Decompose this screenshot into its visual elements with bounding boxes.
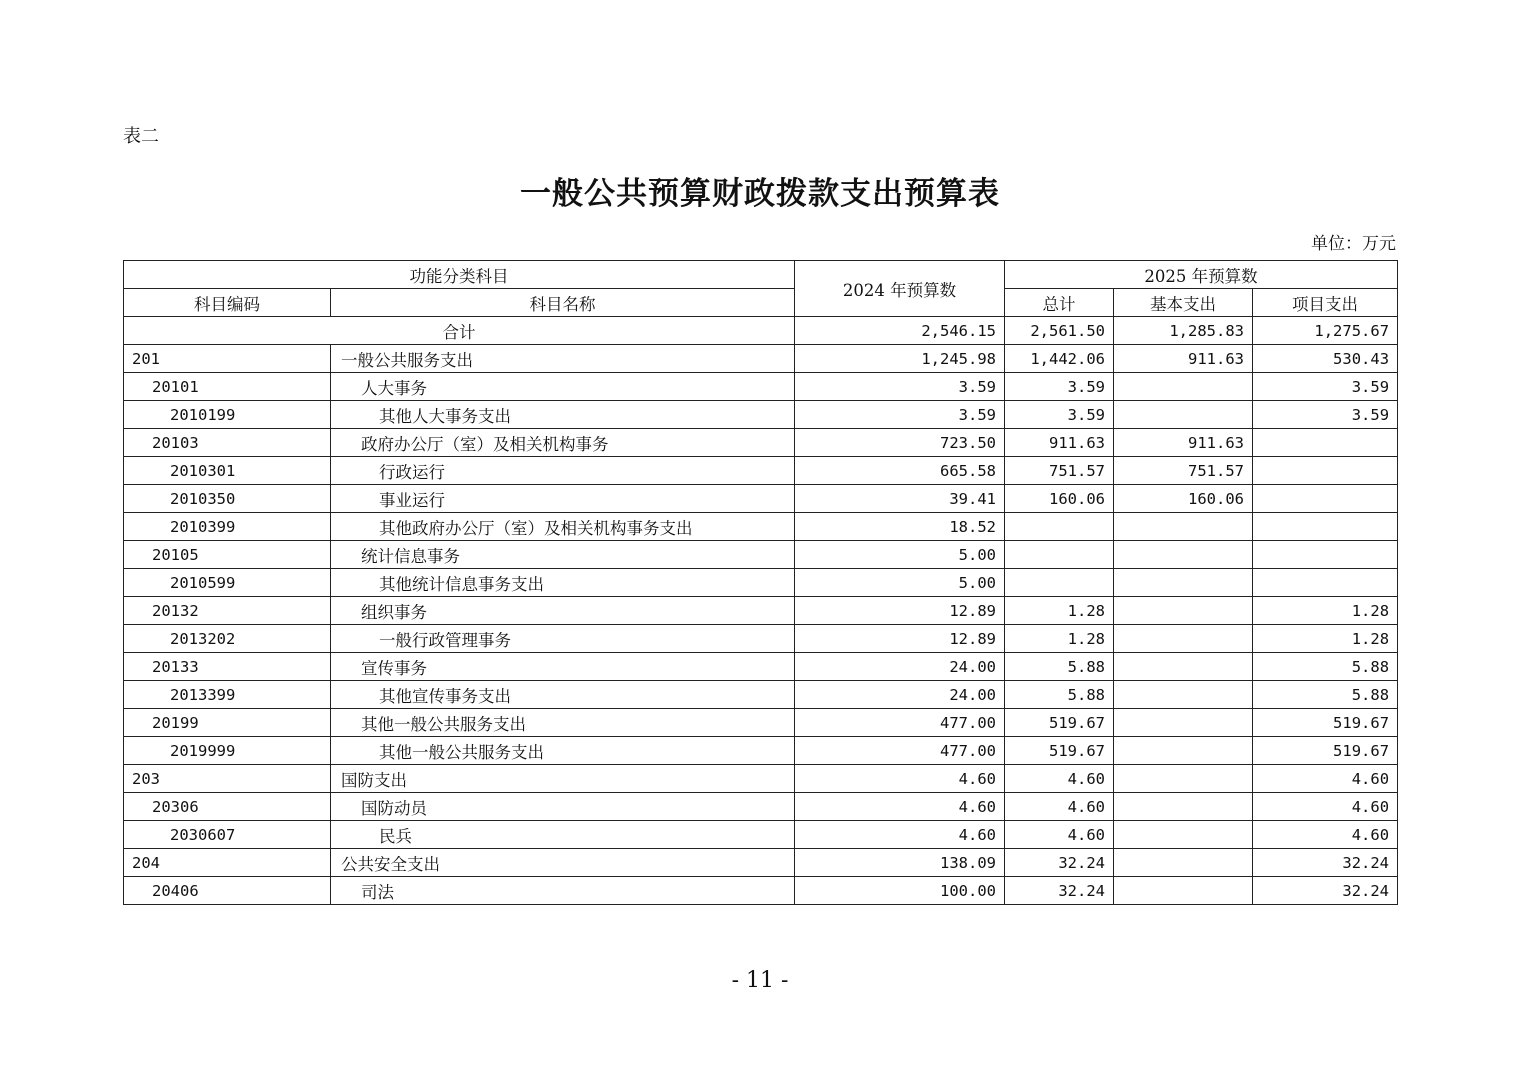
total-b2024: 2,546.15 bbox=[795, 317, 1005, 345]
row-code: 2030607 bbox=[124, 821, 331, 849]
row-b2024: 24.00 bbox=[795, 653, 1005, 681]
row-total: 5.88 bbox=[1005, 653, 1114, 681]
row-code: 2013399 bbox=[124, 681, 331, 709]
row-code: 204 bbox=[124, 849, 331, 877]
page-title: 一般公共预算财政拨款支出预算表 bbox=[520, 176, 1000, 212]
page-number: - 11 - bbox=[731, 968, 789, 993]
row-total: 3.59 bbox=[1005, 401, 1114, 429]
row-code: 2010199 bbox=[124, 401, 331, 429]
row-code: 20101 bbox=[124, 373, 331, 401]
row-name: 组织事务 bbox=[331, 597, 795, 625]
table-row bbox=[124, 681, 1398, 709]
row-name: 其他一般公共服务支出 bbox=[331, 709, 795, 737]
header-budget-2025: 2025 年预算数 bbox=[1005, 261, 1398, 289]
row-total: 1.28 bbox=[1005, 597, 1114, 625]
table-row bbox=[124, 457, 1398, 485]
row-name: 其他统计信息事务支出 bbox=[331, 569, 795, 597]
table-row bbox=[124, 625, 1398, 653]
table-row bbox=[124, 737, 1398, 765]
row-total: 32.24 bbox=[1005, 849, 1114, 877]
row-name: 一般行政管理事务 bbox=[331, 625, 795, 653]
row-b2024: 477.00 bbox=[795, 709, 1005, 737]
row-name: 事业运行 bbox=[331, 485, 795, 513]
row-total bbox=[1005, 569, 1114, 597]
table-row bbox=[124, 849, 1398, 877]
row-total: 1,442.06 bbox=[1005, 345, 1114, 373]
table-row bbox=[124, 373, 1398, 401]
row-name: 民兵 bbox=[331, 821, 795, 849]
row-total: 911.63 bbox=[1005, 429, 1114, 457]
row-total: 3.59 bbox=[1005, 373, 1114, 401]
row-project: 5.88 bbox=[1253, 681, 1398, 709]
table-row bbox=[124, 653, 1398, 681]
row-b2024: 5.00 bbox=[795, 569, 1005, 597]
row-b2024: 3.59 bbox=[795, 401, 1005, 429]
row-basic: 911.63 bbox=[1114, 345, 1253, 373]
row-code: 2010399 bbox=[124, 513, 331, 541]
row-total: 1.28 bbox=[1005, 625, 1114, 653]
row-project: 32.24 bbox=[1253, 877, 1398, 905]
row-name: 宣传事务 bbox=[331, 653, 795, 681]
row-basic bbox=[1114, 597, 1253, 625]
total-row bbox=[124, 317, 1398, 345]
row-name: 其他一般公共服务支出 bbox=[331, 737, 795, 765]
row-code: 2010599 bbox=[124, 569, 331, 597]
row-project: 3.59 bbox=[1253, 401, 1398, 429]
row-total: 160.06 bbox=[1005, 485, 1114, 513]
total-total: 2,561.50 bbox=[1005, 317, 1114, 345]
row-code: 2010350 bbox=[124, 485, 331, 513]
row-b2024: 723.50 bbox=[795, 429, 1005, 457]
row-total: 5.88 bbox=[1005, 681, 1114, 709]
row-name: 国防动员 bbox=[331, 793, 795, 821]
row-basic bbox=[1114, 877, 1253, 905]
row-basic: 160.06 bbox=[1114, 485, 1253, 513]
row-basic bbox=[1114, 765, 1253, 793]
row-b2024: 4.60 bbox=[795, 821, 1005, 849]
total-basic: 1,285.83 bbox=[1114, 317, 1253, 345]
row-b2024: 5.00 bbox=[795, 541, 1005, 569]
table-row bbox=[124, 401, 1398, 429]
row-project: 4.60 bbox=[1253, 821, 1398, 849]
row-b2024: 4.60 bbox=[795, 793, 1005, 821]
row-code: 201 bbox=[124, 345, 331, 373]
row-total bbox=[1005, 541, 1114, 569]
table-row bbox=[124, 765, 1398, 793]
row-total: 4.60 bbox=[1005, 821, 1114, 849]
row-project bbox=[1253, 429, 1398, 457]
row-b2024: 12.89 bbox=[795, 597, 1005, 625]
header-total: 总计 bbox=[1005, 289, 1114, 317]
header-project: 项目支出 bbox=[1253, 289, 1398, 317]
table-row bbox=[124, 541, 1398, 569]
row-b2024: 1,245.98 bbox=[795, 345, 1005, 373]
row-name: 一般公共服务支出 bbox=[331, 345, 795, 373]
row-name: 人大事务 bbox=[331, 373, 795, 401]
total-project: 1,275.67 bbox=[1253, 317, 1398, 345]
row-code: 20199 bbox=[124, 709, 331, 737]
row-code: 2019999 bbox=[124, 737, 331, 765]
row-name: 其他政府办公厅（室）及相关机构事务支出 bbox=[331, 513, 795, 541]
row-project bbox=[1253, 569, 1398, 597]
row-total: 519.67 bbox=[1005, 737, 1114, 765]
row-basic bbox=[1114, 541, 1253, 569]
row-project bbox=[1253, 541, 1398, 569]
row-code: 20132 bbox=[124, 597, 331, 625]
row-basic: 751.57 bbox=[1114, 457, 1253, 485]
row-code: 20133 bbox=[124, 653, 331, 681]
row-project: 5.88 bbox=[1253, 653, 1398, 681]
row-basic bbox=[1114, 653, 1253, 681]
row-code: 20105 bbox=[124, 541, 331, 569]
row-basic bbox=[1114, 401, 1253, 429]
table-row bbox=[124, 821, 1398, 849]
row-total bbox=[1005, 513, 1114, 541]
row-b2024: 665.58 bbox=[795, 457, 1005, 485]
row-name: 政府办公厅（室）及相关机构事务 bbox=[331, 429, 795, 457]
row-b2024: 477.00 bbox=[795, 737, 1005, 765]
row-project: 530.43 bbox=[1253, 345, 1398, 373]
row-b2024: 24.00 bbox=[795, 681, 1005, 709]
row-code: 20406 bbox=[124, 877, 331, 905]
table-row bbox=[124, 597, 1398, 625]
row-basic bbox=[1114, 513, 1253, 541]
row-total: 519.67 bbox=[1005, 709, 1114, 737]
row-code: 2013202 bbox=[124, 625, 331, 653]
row-basic bbox=[1114, 625, 1253, 653]
row-name: 行政运行 bbox=[331, 457, 795, 485]
row-project: 32.24 bbox=[1253, 849, 1398, 877]
row-total: 751.57 bbox=[1005, 457, 1114, 485]
row-project bbox=[1253, 513, 1398, 541]
row-project: 4.60 bbox=[1253, 793, 1398, 821]
row-code: 20306 bbox=[124, 793, 331, 821]
header-name: 科目名称 bbox=[331, 289, 795, 317]
row-project: 1.28 bbox=[1253, 625, 1398, 653]
table-row bbox=[124, 513, 1398, 541]
row-b2024: 138.09 bbox=[795, 849, 1005, 877]
row-code: 2010301 bbox=[124, 457, 331, 485]
row-basic bbox=[1114, 709, 1253, 737]
row-code: 20103 bbox=[124, 429, 331, 457]
row-basic: 911.63 bbox=[1114, 429, 1253, 457]
row-project bbox=[1253, 485, 1398, 513]
row-name: 其他人大事务支出 bbox=[331, 401, 795, 429]
table-row bbox=[124, 485, 1398, 513]
row-b2024: 100.00 bbox=[795, 877, 1005, 905]
row-basic bbox=[1114, 793, 1253, 821]
row-b2024: 39.41 bbox=[795, 485, 1005, 513]
row-project bbox=[1253, 457, 1398, 485]
row-basic bbox=[1114, 849, 1253, 877]
header-budget-2024: 2024 年预算数 bbox=[795, 261, 1005, 317]
row-code: 203 bbox=[124, 765, 331, 793]
header-basic: 基本支出 bbox=[1114, 289, 1253, 317]
row-project: 1.28 bbox=[1253, 597, 1398, 625]
row-b2024: 12.89 bbox=[795, 625, 1005, 653]
row-b2024: 18.52 bbox=[795, 513, 1005, 541]
row-total: 4.60 bbox=[1005, 793, 1114, 821]
row-basic bbox=[1114, 569, 1253, 597]
row-project: 4.60 bbox=[1253, 765, 1398, 793]
header-row-1 bbox=[124, 261, 1398, 289]
table-row bbox=[124, 345, 1398, 373]
document-label: 表二 bbox=[123, 126, 159, 147]
row-basic bbox=[1114, 737, 1253, 765]
table-row bbox=[124, 793, 1398, 821]
table-row bbox=[124, 569, 1398, 597]
row-project: 519.67 bbox=[1253, 709, 1398, 737]
row-basic bbox=[1114, 821, 1253, 849]
row-b2024: 4.60 bbox=[795, 765, 1005, 793]
row-name: 司法 bbox=[331, 877, 795, 905]
table-row bbox=[124, 877, 1398, 905]
total-label: 合计 bbox=[124, 317, 795, 345]
row-name: 其他宣传事务支出 bbox=[331, 681, 795, 709]
row-project: 3.59 bbox=[1253, 373, 1398, 401]
table-row bbox=[124, 429, 1398, 457]
table-row bbox=[124, 709, 1398, 737]
row-basic bbox=[1114, 373, 1253, 401]
header-func-category: 功能分类科目 bbox=[124, 261, 795, 289]
row-name: 公共安全支出 bbox=[331, 849, 795, 877]
header-row-2 bbox=[124, 289, 1398, 317]
header-code: 科目编码 bbox=[124, 289, 331, 317]
row-b2024: 3.59 bbox=[795, 373, 1005, 401]
budget-table bbox=[123, 260, 1398, 905]
row-total: 4.60 bbox=[1005, 765, 1114, 793]
row-name: 统计信息事务 bbox=[331, 541, 795, 569]
row-total: 32.24 bbox=[1005, 877, 1114, 905]
unit-label: 单位：万元 bbox=[1311, 234, 1396, 254]
row-name: 国防支出 bbox=[331, 765, 795, 793]
row-basic bbox=[1114, 681, 1253, 709]
row-project: 519.67 bbox=[1253, 737, 1398, 765]
